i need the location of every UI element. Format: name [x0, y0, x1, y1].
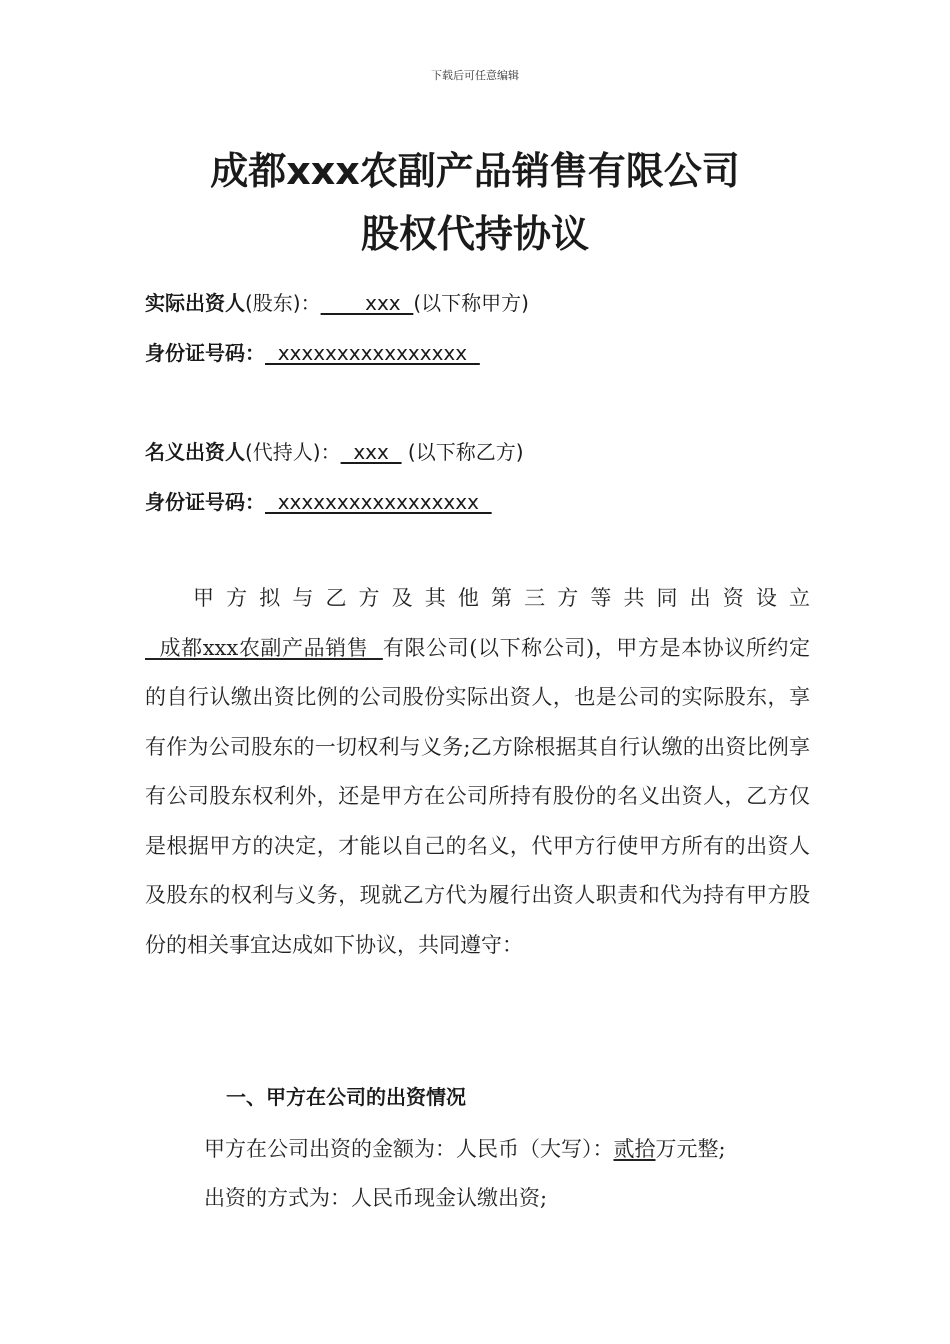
party-a-id-field: xxxxxxxxxxxxxxxx [265, 341, 480, 365]
party-a-name-field: xxx [320, 291, 414, 315]
party-a-id-label: 身份证号码： [145, 341, 265, 365]
preamble-after: 有限公司(以下称公司)，甲方是本协议所约定的自行认缴出资比例的公司股份实际出资人，也是公司的实际股东，享有作为公司股东的一切权利与义务;乙方除根据其自行认缴的出资比例享有公司股东权利外，还是甲方在公司所持有股份的名义出资人，乙方仅是根据甲方的决定，才能以自己的名义，代甲方行使甲方所有的出资人及股东的权利与义务，现就乙方代为履行出资人职责和代为持有甲方股份的相关事宜达成如下协议，共同遵守： [145, 635, 811, 957]
amount-value: 贰拾 [613, 1137, 656, 1161]
party-b-id-label: 身份证号码： [145, 490, 265, 514]
party-b-id-field: xxxxxxxxxxxxxxxxx [265, 490, 492, 514]
party-b-paren: (代持人)： [245, 440, 341, 464]
section-1-amount-line [204, 1133, 726, 1163]
preamble-company-name: 成都xxx农副产品销售 [145, 635, 383, 660]
party-b-suffix: (以下称乙方) [401, 440, 524, 464]
party-b-label: 名义出资人 [145, 440, 245, 464]
party-a-paren: (股东)： [245, 291, 321, 315]
header-note: 下载后可任意编辑 [431, 69, 519, 82]
party-b-line [145, 436, 524, 465]
party-a-id-line [145, 337, 480, 366]
party-b-name-field: xxx [340, 440, 402, 464]
party-a-label: 实际出资人 [145, 291, 245, 315]
section-1-method-line: 出资的方式为：人民币现金认缴出资; [204, 1186, 548, 1210]
preamble-paragraph [145, 574, 810, 970]
preamble-before: 甲方拟与乙方及其他第三方等共同出资设立 [193, 586, 810, 610]
document-title-line2: 股权代持协议 [360, 212, 589, 256]
section-1-heading: 一、甲方在公司的出资情况 [226, 1085, 466, 1109]
amount-prefix: 甲方在公司出资的金额为：人民币（大写）： [204, 1137, 614, 1161]
party-a-suffix: (以下称甲方) [413, 291, 529, 315]
document-title-line1: 成都xxx农副产品销售有限公司 [210, 149, 740, 193]
party-b-id-line [145, 486, 492, 515]
party-a-line [145, 287, 529, 316]
amount-suffix: 万元整; [655, 1137, 726, 1161]
